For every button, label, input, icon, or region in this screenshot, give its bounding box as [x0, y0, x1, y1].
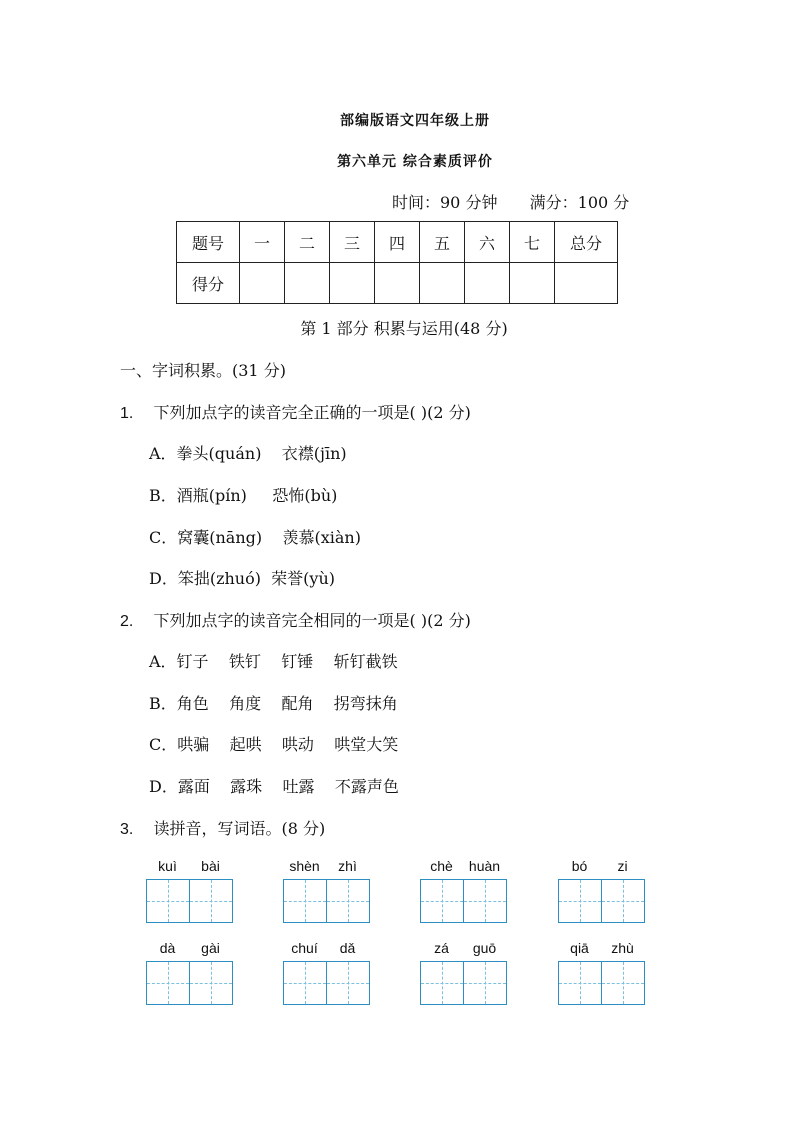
pinyin-item [420, 940, 506, 1005]
time-label: 时间：90 分钟 [392, 193, 498, 212]
score-table-cell: 三 [330, 222, 375, 263]
writing-box[interactable] [189, 961, 233, 1005]
pinyin-item [558, 940, 644, 1005]
score-table-cell: 一 [240, 222, 285, 263]
score-table-cell: 四 [375, 222, 420, 263]
q1-option-b[interactable]: B．酒瓶(pín) 恐怖(bù) [149, 486, 338, 505]
writing-box[interactable] [283, 879, 327, 923]
pinyin-item [283, 858, 369, 923]
pinyin-syllable: dà [159, 940, 176, 956]
pinyin-item [420, 858, 506, 923]
score-table-cell: 题号 [177, 222, 240, 263]
question-number: 3. [120, 821, 134, 838]
score-input-cell[interactable] [510, 263, 555, 304]
question-3 [120, 816, 325, 839]
book-title: 部编版语文四年级上册 [340, 113, 490, 129]
section1-heading: 一、字词积累。(31 分) [120, 361, 286, 380]
writing-box[interactable] [326, 879, 370, 923]
score-input-cell[interactable] [330, 263, 375, 304]
part1-title: 第 1 部分 积累与运用(48 分) [300, 319, 508, 338]
pinyin-item [146, 940, 232, 1005]
pinyin-item [283, 940, 369, 1005]
writing-box[interactable] [420, 879, 464, 923]
question-number: 2. [120, 613, 134, 630]
writing-box[interactable] [283, 961, 327, 1005]
pinyin-syllable: chè [430, 858, 453, 874]
exam-info [392, 190, 629, 213]
question-2 [120, 608, 471, 631]
writing-box[interactable] [601, 961, 645, 1005]
score-table-cell: 七 [510, 222, 555, 263]
writing-box[interactable] [146, 961, 190, 1005]
writing-box[interactable] [463, 879, 507, 923]
score-input-cell[interactable] [420, 263, 465, 304]
unit-title: 第六单元 综合素质评价 [337, 154, 493, 170]
pinyin-syllable: dǎ [339, 940, 356, 956]
question-text: 下列加点字的读音完全正确的一项是( )(2 分) [153, 403, 471, 422]
q2-option-d[interactable]: D．露面 露珠 吐露 不露声色 [149, 777, 399, 796]
score-table-cell: 五 [420, 222, 465, 263]
pinyin-syllable: gài [201, 940, 220, 956]
writing-box[interactable] [558, 879, 602, 923]
score-table [176, 221, 618, 304]
q2-option-c[interactable]: C．哄骗 起哄 哄动 哄堂大笑 [149, 735, 399, 754]
pinyin-syllable: bài [201, 858, 220, 874]
pinyin-syllable: zi [617, 858, 628, 874]
writing-box[interactable] [420, 961, 464, 1005]
full-score-label: 满分：100 分 [529, 193, 630, 212]
pinyin-item [146, 858, 232, 923]
score-input-cell[interactable] [240, 263, 285, 304]
writing-box[interactable] [326, 961, 370, 1005]
writing-box[interactable] [146, 879, 190, 923]
pinyin-syllable: zá [434, 940, 449, 956]
pinyin-syllable: huàn [468, 858, 501, 874]
score-table-cell: 总分 [555, 222, 618, 263]
score-table-cell: 二 [285, 222, 330, 263]
question-text: 下列加点字的读音完全相同的一项是( )(2 分) [153, 611, 471, 630]
question-1 [120, 400, 471, 423]
pinyin-syllable: guō [472, 940, 497, 956]
score-table-score-row [177, 263, 618, 304]
question-number: 1. [120, 405, 134, 422]
writing-box[interactable] [463, 961, 507, 1005]
score-table-cell: 六 [465, 222, 510, 263]
pinyin-item [558, 858, 644, 923]
writing-box[interactable] [189, 879, 233, 923]
pinyin-syllable: zhù [611, 940, 634, 956]
q1-option-a[interactable]: A．拳头(quán) 衣襟(jīn) [149, 444, 347, 463]
score-table-cell: 得分 [177, 263, 240, 304]
pinyin-syllable: zhì [338, 858, 357, 874]
pinyin-syllable: chuí [291, 940, 318, 956]
pinyin-syllable: bó [571, 858, 588, 874]
question-text: 读拼音，写词语。(8 分) [153, 819, 326, 838]
score-table-header-row [177, 222, 618, 263]
score-input-cell[interactable] [465, 263, 510, 304]
q1-option-c[interactable]: C．窝囊(nāng) 羡慕(xiàn) [149, 528, 361, 547]
pinyin-syllable: kuì [158, 858, 177, 874]
score-input-cell[interactable] [375, 263, 420, 304]
q1-option-d[interactable]: D．笨拙(zhuó) 荣誉(yù) [149, 569, 335, 588]
writing-box[interactable] [558, 961, 602, 1005]
q2-option-a[interactable]: A．钉子 铁钉 钉锤 斩钉截铁 [149, 652, 398, 671]
writing-box[interactable] [601, 879, 645, 923]
pinyin-syllable: shèn [289, 858, 320, 874]
score-input-cell[interactable] [285, 263, 330, 304]
score-input-cell[interactable] [555, 263, 618, 304]
q2-option-b[interactable]: B．角色 角度 配角 拐弯抹角 [149, 694, 398, 713]
pinyin-syllable: qiā [570, 940, 589, 956]
